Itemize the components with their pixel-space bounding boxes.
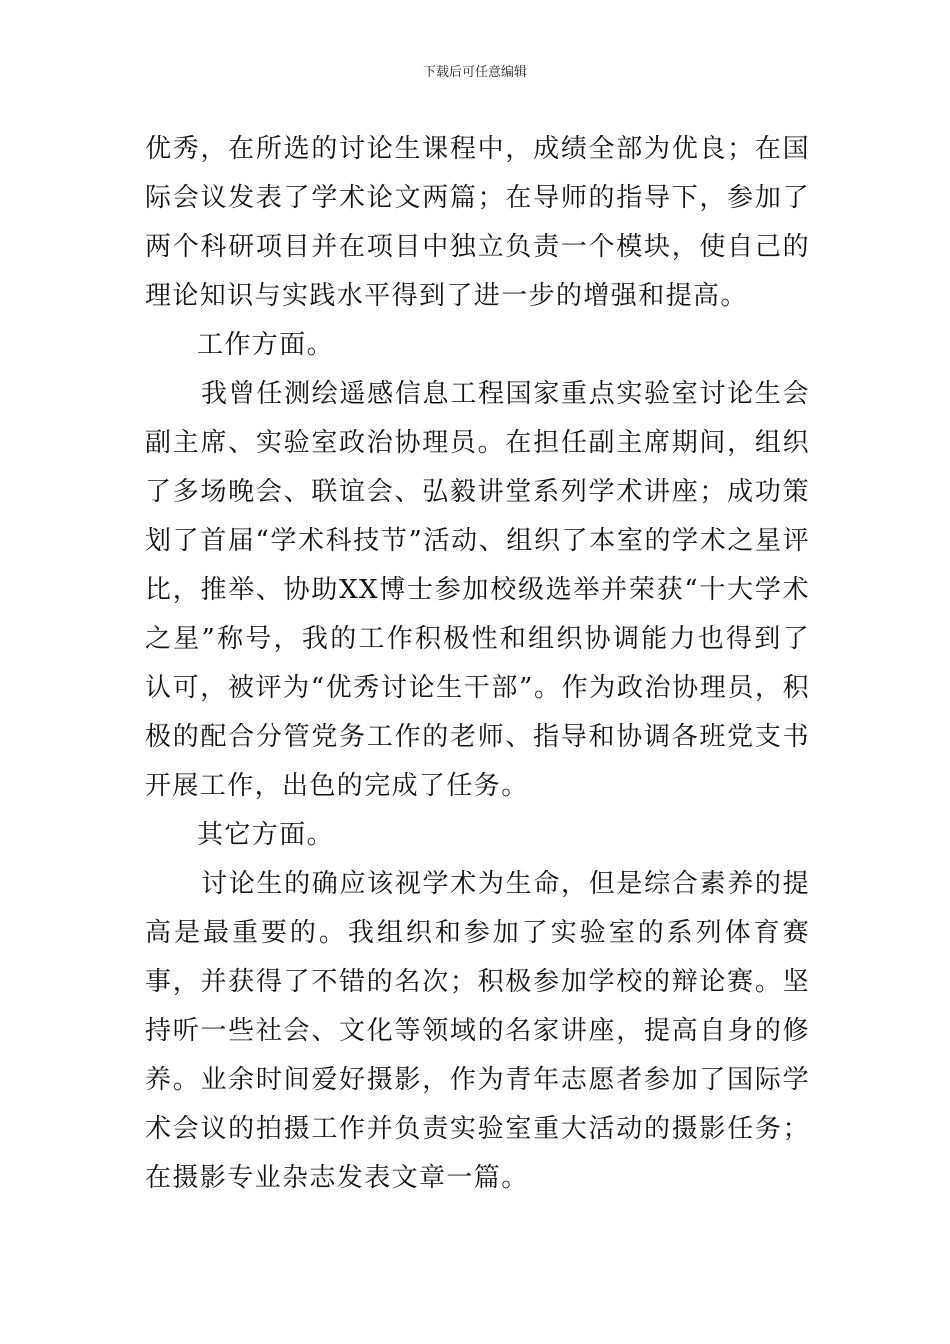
- section-heading-other: 其它方面。: [197, 820, 335, 850]
- paragraph-work: 我曾任测绘遥感信息工程国家重点实验室讨论生会副主席、实验室政治协理员。在担任副主席期间，组织了多场晚会、联谊会、弘毅讲堂系列学术讲座；成功策划了首届“学术科技节”活动、组织了本室的学术之星评比，推举、协助XX博士参加校级选举并荣获“十大学术之星”称号，我的工作积极性和组织协调能力也得到了认可，被评为“优秀讨论生干部”。作为政治协理员，积极的配合分管党务工作的老师、指导和协调各班党支书开展工作，出色的完成了任务。: [145, 379, 810, 801]
- paragraph-other: 讨论生的确应该视学术为生命，但是综合素养的提高是最重要的。我组织和参加了实验室的系列体育赛事，并获得了不错的名次；积极参加学校的辩论赛。坚持听一些社会、文化等领域的名家讲座，提高自身的修养。业余时间爱好摄影，作为青年志愿者参加了国际学术会议的拍摄工作并负责实验室重大活动的摄影任务；在摄影专业杂志发表文章一篇。: [145, 869, 810, 1193]
- page-header-note: 下载后可任意编辑: [422, 65, 527, 80]
- paragraph-achievements-continued: 优秀，在所选的讨论生课程中，成绩全部为优良；在国际会议发表了学术论文两篇；在导师的指导下，参加了两个科研项目并在项目中独立负责一个模块，使自己的理论知识与实践水平得到了进一步的增强和提高。: [145, 134, 810, 311]
- section-heading-work: 工作方面。: [197, 330, 335, 360]
- document-body: [145, 125, 810, 1203]
